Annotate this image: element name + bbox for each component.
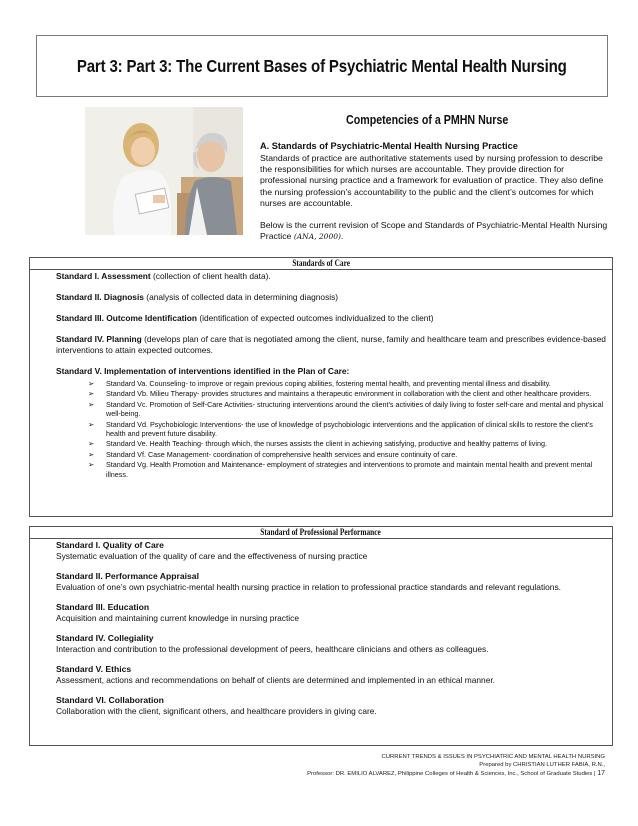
standards-of-care-body — [30, 270, 612, 479]
care-standard-title: Standard V. Implementation of interventions identified in the Plan of Care: — [56, 366, 350, 376]
sub-standard-text: Standard Vb. Milieu Therapy- provides structures and maintains a therapeutic environment in collaboration with the client and other healthcare providers. — [106, 389, 592, 399]
arrow-bullet-icon: ➢ — [88, 439, 95, 449]
nurse-patient-illustration — [85, 107, 243, 235]
citation: (ANA, 2000). — [293, 232, 344, 242]
sub-standard-text: Standard Vd. Psychobiologic Interventions- the use of knowledge of psychobiologic interventions and the application of clinical skills to restore the client’s health and prevent future disability. — [106, 419, 593, 439]
arrow-bullet-icon: ➢ — [88, 460, 95, 470]
sub-standard-text: Standard Vf. Case Management- coordination of comprehensive health services and ensure continuity of care. — [106, 449, 458, 459]
care-standard-4 — [56, 334, 608, 356]
care-standard-desc: (develops plan of care that is negotiated among the client, nurse, family and healthcare team and prescribes evidence-based interventions to attain expected outcomes. — [56, 334, 606, 355]
care-standard-desc: (identification of expected outcomes individualized to the client) — [199, 313, 434, 323]
list-item — [56, 389, 608, 398]
performance-standard-6 — [56, 695, 608, 717]
page-number: 17 — [597, 769, 605, 777]
arrow-bullet-icon: ➢ — [88, 449, 95, 459]
standards-of-care-box — [29, 257, 613, 517]
list-item — [56, 379, 608, 388]
revision-text: Below is the current revision of Scope and Standards of Psychiatric-Mental Health Nursing Practice — [260, 220, 608, 242]
performance-standard-title: Standard II. Performance Appraisal — [56, 571, 199, 581]
list-item — [56, 400, 608, 419]
performance-standard-title: Standard IV. Collegiality — [56, 633, 154, 643]
performance-standard-desc: Acquisition and maintaining current knowledge in nursing practice — [56, 613, 300, 623]
footer-professor: Professor: DR. EMILIO ALVAREZ, Philippine Colleges of Health & Sciences, Inc., School of Graduate Studies — [307, 770, 593, 777]
care-standard-1 — [56, 271, 608, 282]
standard-a-title: A. Standards of Psychiatric-Mental Health Nursing Practice — [260, 141, 518, 151]
care-standard-title: Standard IV. Planning — [56, 334, 142, 344]
arrow-bullet-icon: ➢ — [88, 399, 95, 409]
standards-of-care-header-text: Standards of Care — [292, 258, 350, 268]
standard-a-revision — [260, 220, 612, 242]
care-standard-title: Standard III. Outcome Identification — [56, 313, 197, 323]
arrow-bullet-icon: ➢ — [88, 419, 95, 429]
performance-standard-2 — [56, 571, 608, 593]
performance-standard-title: Standard I. Quality of Care — [56, 540, 164, 550]
care-standard-3 — [56, 313, 608, 324]
sub-standard-text: Standard Va. Counseling- to improve or regain previous coping abilities, fostering mental health, and preventing mental illness and disability. — [106, 379, 551, 388]
list-item — [56, 450, 608, 459]
care-standard-desc: (collection of client health data). — [152, 271, 271, 281]
performance-standard-title: Standard V. Ethics — [56, 664, 132, 674]
standard-a-body: Standards of practice are authoritative statements used by nursing profession to describe the responsibilities for which nurses are accountable. They provide direction for professional nursing practice and a framework for evaluation of practice. They also define the nursing profession’s accountability to the public and the client’s outcomes for which nurses are accountable. — [260, 153, 604, 208]
nurse-patient-photo — [85, 107, 243, 235]
professional-performance-header-text: Standard of Professional Performance — [260, 527, 382, 537]
arrow-bullet-icon: ➢ — [88, 379, 95, 388]
performance-standard-title: Standard III. Education — [56, 602, 150, 612]
list-item — [56, 439, 608, 448]
footer-professor-line: Professor: DR. EMILIO ALVAREZ, Philippine Colleges of Health & Sciences, Inc., School of Graduate Studies | 17 — [307, 769, 605, 777]
care-standard-5 — [56, 366, 608, 377]
performance-standard-title: Standard VI. Collaboration — [56, 695, 164, 705]
standards-of-care-header — [30, 258, 612, 270]
professional-performance-box — [29, 526, 613, 746]
care-standard-desc: (analysis of collected data in determining diagnosis) — [146, 292, 339, 302]
title-box — [36, 35, 608, 97]
footer-author: Prepared by CHRISTIAN LUTHER FABIA, R.N., — [479, 762, 605, 769]
performance-standard-5 — [56, 664, 608, 686]
performance-standard-desc: Systematic evaluation of the quality of care and the effectiveness of nursing practice — [56, 551, 368, 561]
performance-standard-4 — [56, 633, 608, 655]
arrow-bullet-icon: ➢ — [88, 389, 95, 399]
professional-performance-body — [30, 539, 612, 717]
care-standard-2 — [56, 292, 608, 303]
performance-standard-desc: Assessment, actions and recommendations on behalf of clients are determined and implemented in an ethical manner. — [56, 675, 496, 685]
list-item — [56, 460, 608, 479]
professional-performance-header — [30, 527, 612, 539]
care-standard-title: Standard I. Assessment — [56, 271, 151, 281]
competencies-heading: Competencies of a PMHN Nurse — [346, 112, 509, 127]
performance-standard-3 — [56, 602, 608, 624]
footer-course: CURRENT TRENDS & ISSUES IN PSYCHIATRIC AND MENTAL HEALTH NURSING — [381, 754, 605, 760]
sub-standard-text: Standard Vg. Health Promotion and Maintenance- employment of strategies and interventions to promote and maintain mental health and prevent mental illness. — [106, 460, 593, 479]
performance-standard-desc: Evaluation of one’s own psychiatric-mental health nursing practice in relation to professional practice standards and relevant regulations. — [56, 582, 561, 592]
performance-standard-desc: Collaboration with the client, significant others, and healthcare providers in giving care. — [56, 706, 377, 716]
performance-standard-1 — [56, 540, 608, 562]
list-item — [56, 420, 608, 439]
sub-standard-text: Standard Vc. Promotion of Self-Care Activities- structuring interventions around the client’s activities of daily living to foster self-care and mental and physical well-being. — [106, 399, 604, 419]
page-title: Part 3: Part 3: The Current Bases of Psychiatric Mental Health Nursing — [77, 55, 567, 76]
performance-standard-desc: Interaction and contribution to the professional development of peers, healthcare clinicians and others as colleagues. — [56, 644, 489, 654]
sub-standard-text: Standard Ve. Health Teaching- through which, the nurses assists the client in achieving satisfying, productive and healthy patterns of living. — [106, 439, 547, 449]
page-footer — [307, 753, 605, 778]
care-standard-title: Standard II. Diagnosis — [56, 292, 144, 302]
standard-v-sublist — [56, 379, 608, 479]
